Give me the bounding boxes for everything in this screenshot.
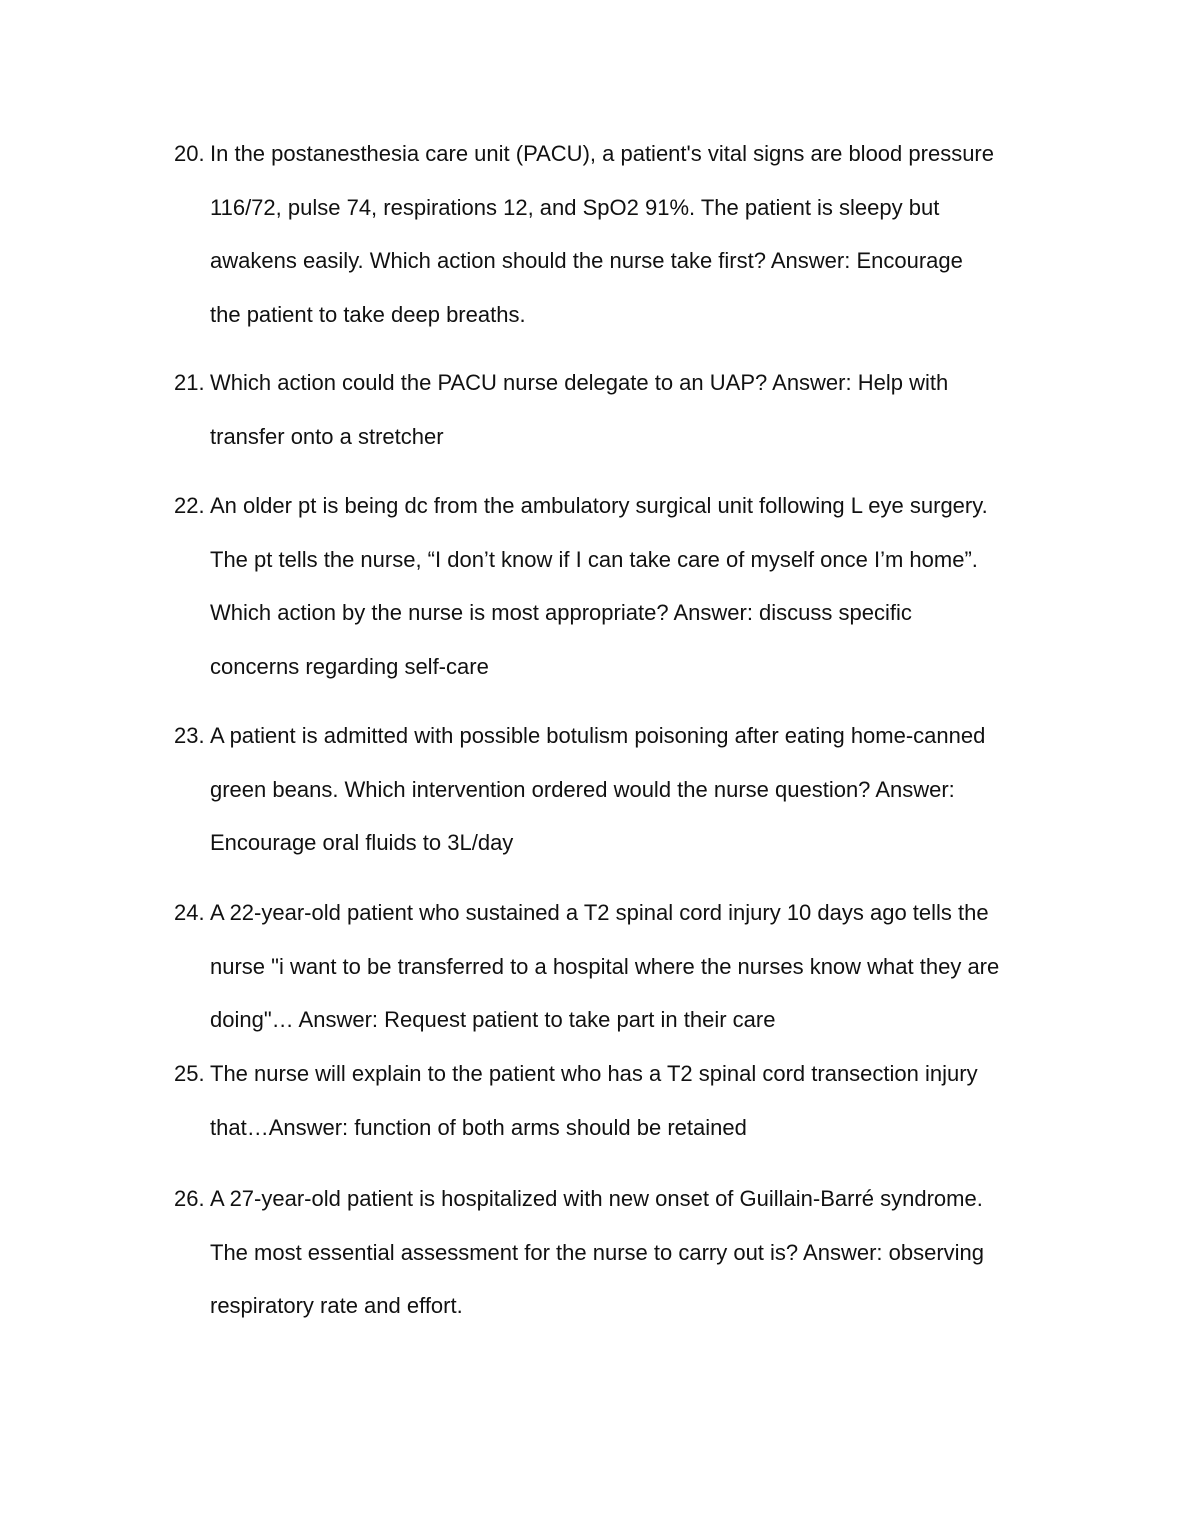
item-text [210,479,1060,693]
text-line: that…Answer: function of both arms should be retained [210,1114,747,1140]
text-line: doing"… Answer: Request patient to take part in their care [210,1007,776,1033]
text-line: The most essential assessment for the nurse to carry out is? Answer: observing [210,1239,985,1265]
text-line: A 27-year-old patient is hospitalized with new onset of Guillain-Barré syndrome. [210,1186,983,1211]
text-line: A 22-year-old patient who sustained a T2 spinal cord injury 10 days ago tells the [210,900,989,925]
item-text [210,886,1060,1047]
item-text [210,709,1060,870]
item-text [210,1172,1060,1333]
text-line: In the postanesthesia care unit (PACU), a patient's vital signs are blood pressure [210,141,994,166]
item-number: 23. [174,723,205,748]
text-line: 116/72, pulse 74, respirations 12, and SpO2 91%. The patient is sleepy but [210,194,940,220]
item-number: 24. [174,900,205,925]
text-line: Which action by the nurse is most appropriate? Answer: discuss specific [210,600,912,626]
item-text [210,127,1060,341]
text-line: respiratory rate and effort. [210,1293,463,1319]
item-number: 22. [174,493,205,518]
text-line: An older pt is being dc from the ambulatory surgical unit following L eye surgery. [210,493,988,518]
item-number: 25. [174,1061,205,1086]
item-number: 21. [174,370,205,395]
item-text [210,356,1060,463]
text-line: concerns regarding self-care [210,653,489,679]
text-line: The nurse will explain to the patient who has a T2 spinal cord transection injury [210,1061,978,1086]
text-line: A patient is admitted with possible botulism poisoning after eating home-canned [210,723,986,748]
text-line: Encourage oral fluids to 3L/day [210,830,514,856]
text-line: transfer onto a stretcher [210,423,444,449]
text-line: awakens easily. Which action should the nurse take first? Answer: Encourage [210,248,963,274]
text-line: The pt tells the nurse, “I don’t know if I can take care of myself once I’m home”. [210,546,978,572]
item-number: 20. [174,141,205,166]
text-line: the patient to take deep breaths. [210,301,526,327]
text-line: nurse "i want to be transferred to a hospital where the nurses know what they are [210,953,1000,979]
text-line: green beans. Which intervention ordered would the nurse question? Answer: [210,776,955,802]
item-number: 26. [174,1186,205,1211]
text-line: Which action could the PACU nurse delegate to an UAP? Answer: Help with [210,370,949,395]
item-text [210,1047,1060,1154]
